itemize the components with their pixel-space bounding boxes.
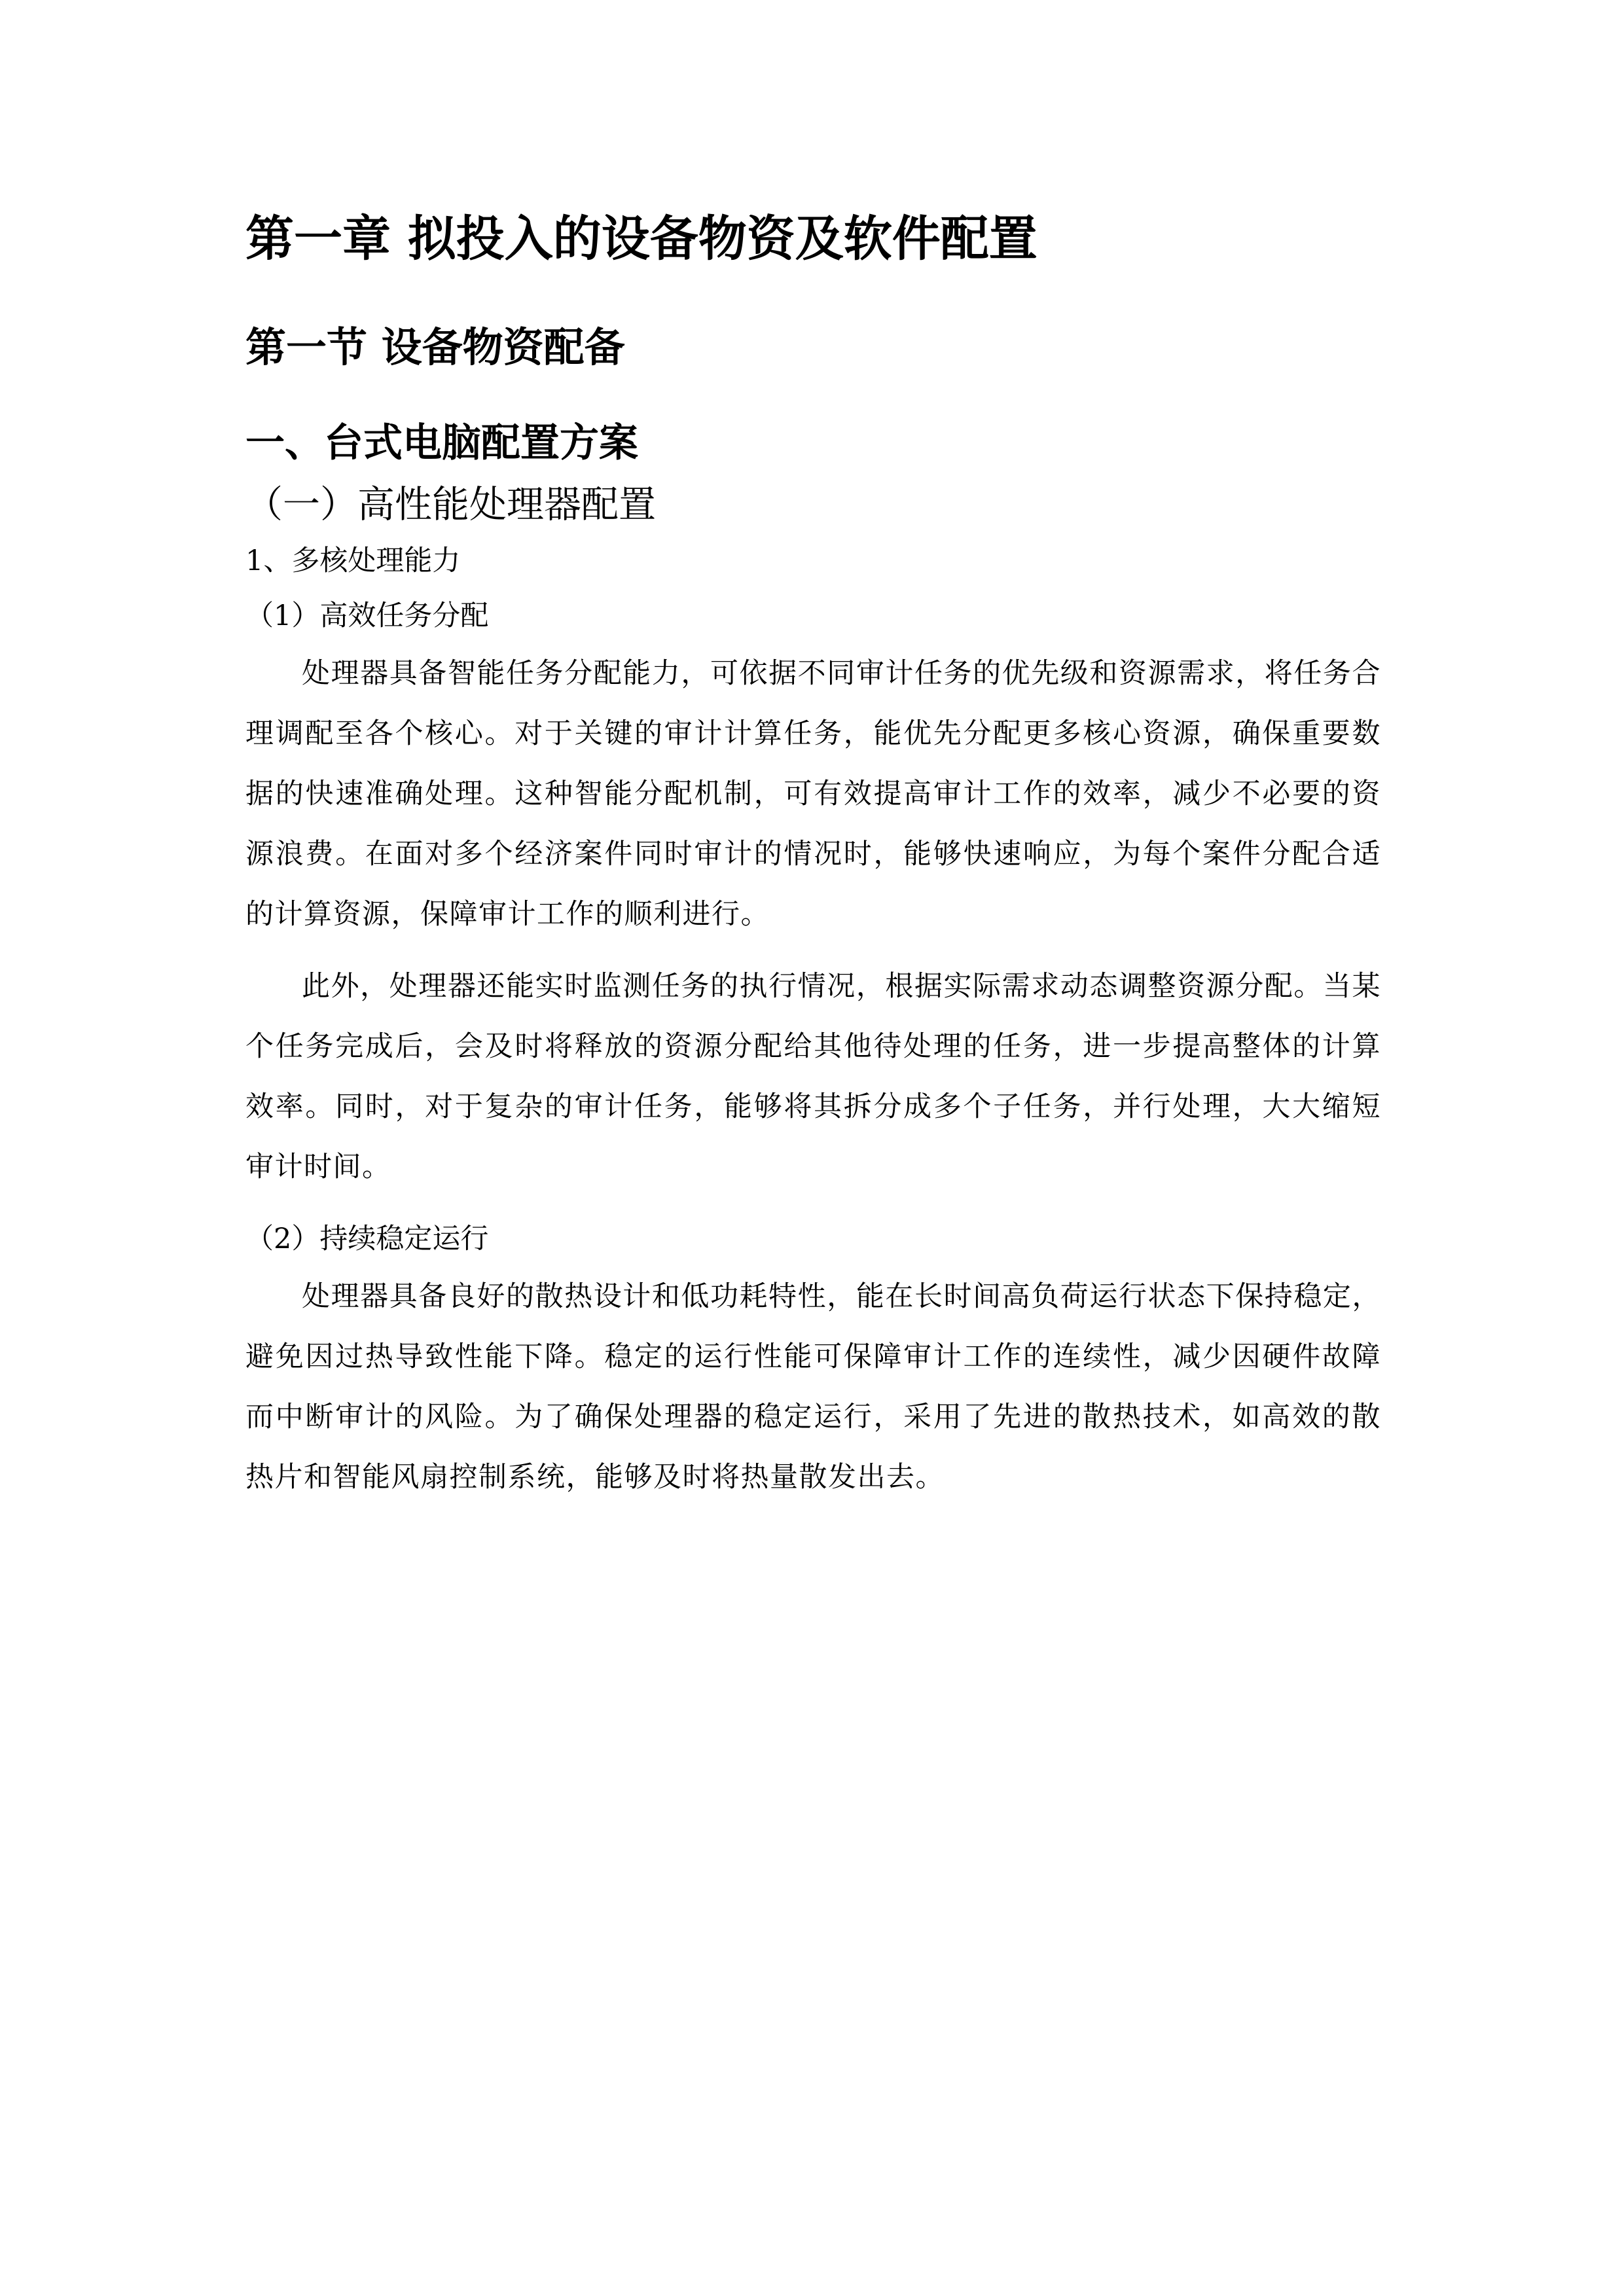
chapter-title: 第一章 拟投入的设备物资及软件配置 [245, 211, 1038, 267]
body-paragraph: 处理器具备智能任务分配能力，可依据不同审计任务的优先级和资源需求，将任务合理调配至各个核心。对于关键的审计计算任务，能优先分配更多核心资源，确保重要数据的快速准确处理。这种智能分配机制，可有效提高审计工作的效率，减少不必要的资源浪费。在面对多个经济案件同时审计的情况时，能够快速响应，为每个案件分配合适的计算资源，保障审计工作的顺利进行。 [245, 657, 1381, 931]
point-title: （2）持续稳定运行 [245, 1223, 489, 1255]
body-paragraph: 此外，处理器还能实时监测任务的执行情况，根据实际需求动态调整资源分配。当某个任务完成后，会及时将释放的资源分配给其他待处理的任务，进一步提高整体的计算效率。同时，对于复杂的审计任务，能够将其拆分成多个子任务，并行处理，大大缩短审计时间。 [245, 970, 1381, 1183]
document-body [245, 193, 1381, 1507]
section-title: 第一节 设备物资配备 [245, 323, 625, 371]
part-title: 一、台式电脑配置方案 [245, 420, 638, 466]
item-title: 1、多核处理能力 [245, 545, 461, 577]
body-paragraph: 处理器具备良好的散热设计和低功耗特性，能在长时间高负荷运行状态下保持稳定，避免因过热导致性能下降。稳定的运行性能可保障审计工作的连续性，减少因硬件故障而中断审计的风险。为了确保处理器的稳定运行，采用了先进的散热技术，如高效的散热片和智能风扇控制系统，能够及时将热量散发出去。 [245, 1280, 1381, 1494]
point-title: （1）高效任务分配 [245, 600, 489, 632]
subsection-title: （一）高性能处理器配置 [245, 483, 656, 526]
